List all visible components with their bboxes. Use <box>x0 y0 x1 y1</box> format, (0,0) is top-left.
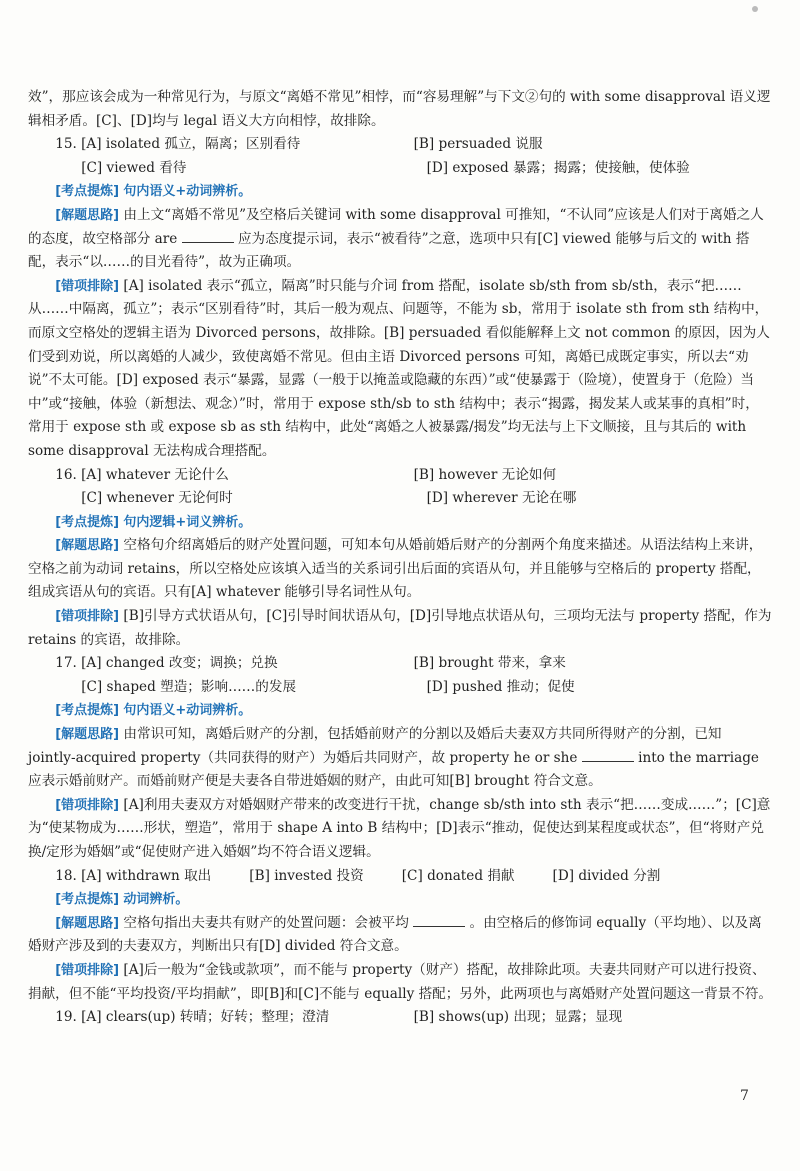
wrong-options-label: [错项排除] <box>55 278 120 294</box>
page-number: 7 <box>740 1088 749 1104</box>
q17-options-row2 <box>28 676 772 700</box>
q17-options-row1 <box>28 652 772 676</box>
key-point-text: 动词辨析。 <box>123 892 189 908</box>
q16-option-a: 16. [A] whatever 无论什么 <box>55 466 229 483</box>
solution-text: 空格句介绍离婚后的财产处置问题，可知本句从婚前婚后财产的分割两个角度来描述。从语法结构上来讲，空格之前为动词 retains，所以空格处应该填入适当的关系词引出后面的宾语从句，并且能够与空格后的 property 搭配，组成宾语从句的宾语。只有[A] whatever 能够引导名词性从句。 <box>28 537 763 601</box>
q17-option-a: 17. [A] changed 改变；调换；兑换 <box>55 655 278 672</box>
wrong-options-text: [A]后一般为“金钱或款项”，而不能与 property（财产）搭配，故排除此项。夫妻共同财产可以进行投资、捐献，但不能“平均投资/平均捐献”，即[B]和[C]不能与 equally 搭配；另外，此两项也与离婚财产处置问题这一背景不符。 <box>28 961 773 1002</box>
answer-blank <box>582 747 634 762</box>
q16-key-point <box>28 511 772 535</box>
solution-text-post: into the marriage 应表示婚前财产。而婚前财产便是夫妻各自带进婚姻的财产，由此可知[B] brought 符合文意。 <box>28 749 759 790</box>
q17-option-d: [D] pushed 推动；促使 <box>426 678 575 695</box>
key-point-text: 句内语义+动词辨析。 <box>123 184 252 200</box>
solution-label: [解题思路] <box>55 538 120 554</box>
solution-label: [解题思路] <box>55 207 120 223</box>
q15-option-a: 15. [A] isolated 孤立，隔离；区别看待 <box>55 136 301 153</box>
q16-solution <box>28 534 772 605</box>
solution-text-post: 应为态度提示词，表示“被看待”之意，选项中只有[C] viewed 能够与后文的 with 搭配，表示“以……的目光看待”，故为正确项。 <box>28 230 750 271</box>
key-point-text: 句内语义+动词辨析。 <box>123 703 252 719</box>
q16-option-c: [C] whenever 无论何时 <box>81 490 233 507</box>
q18-solution <box>28 912 772 959</box>
wrong-options-text: [A]利用夫妻双方对婚姻财产带来的改变进行干扰，change sb/sth into sth 表示“把……变成……”；[C]意为“使某物成为……形状，塑造”，常用于 shape A into B 结构中；[D]表示“推动，促使达到某程度或状态”，但“将财产兑换/定形为婚姻”或“促使财产进入婚姻”均不符合语义逻辑。 <box>28 796 771 860</box>
q18-option-c: [C] donated 捐献 <box>401 867 515 884</box>
solution-text-pre: 空格句指出夫妻共有财产的处置问题：会被平均 <box>123 914 409 931</box>
wrong-options-label: [错项排除] <box>55 797 120 813</box>
intro-paragraph: 效”，那应该会成为一种常见行为，与原文“离婚不常见”相悖，而“容易理解”与下文②句的 with some disapproval 语义逻辑相矛盾。[C]、[D]均与 legal 语义大方向相悖，故排除。 <box>28 89 771 129</box>
q16-wrong-options <box>28 605 772 652</box>
q15-option-d: [D] exposed 暴露；揭露；使接触，使体验 <box>426 159 690 176</box>
q19-option-a: 19. [A] clears(up) 转晴；好转；整理；澄清 <box>55 1009 330 1026</box>
wrong-options-text: [B]引导方式状语从句，[C]引导时间状语从句，[D]引导地点状语从句，三项均无法与 property 搭配，作为 retains 的宾语，故排除。 <box>28 608 772 648</box>
q15-key-point <box>28 180 772 204</box>
solution-text-post: 。由空格后的修饰词 equally（平均地）、以及离婚财产涉及到的夫妻双方，判断出只有[D] divided 符合文意。 <box>28 914 762 955</box>
q18-options-row <box>28 865 772 889</box>
q18-key-point <box>28 888 772 912</box>
q18-option-b: [B] invested 投资 <box>249 867 364 884</box>
q17-option-b: [B] brought 带来，拿来 <box>413 655 566 672</box>
key-point-text: 句内逻辑+词义辨析。 <box>123 514 252 530</box>
key-point-label: [考点提炼] <box>55 892 120 908</box>
q15-option-b: [B] persuaded 说服 <box>413 136 543 153</box>
q17-solution <box>28 723 772 794</box>
q18-wrong-options <box>28 959 772 1006</box>
q19-options-row1 <box>28 1006 772 1030</box>
q15-option-c: [C] viewed 看待 <box>81 159 187 176</box>
q17-wrong-options <box>28 794 772 865</box>
key-point-label: [考点提炼] <box>55 514 120 530</box>
q16-option-b: [B] however 无论如何 <box>413 466 557 483</box>
q16-options-row2 <box>28 487 772 511</box>
page-content <box>28 86 772 1030</box>
solution-text-pre: 由上文“离婚不常见”及空格后关键词 with some disapproval 可推知，“不认同”应该是人们对于离婚之人的态度，故空格部分 are <box>28 206 764 247</box>
wrong-options-label: [错项排除] <box>55 609 120 625</box>
q18-option-a: 18. [A] withdrawn 取出 <box>55 867 212 884</box>
key-point-label: [考点提炼] <box>55 703 120 719</box>
q17-option-c: [C] shaped 塑造；影响……的发展 <box>81 678 297 695</box>
wrong-options-text: [A] isolated 表示“孤立，隔离”时只能与介词 from 搭配，isolate sb/sth from sb/sth，表示“把……从……中隔离，孤立”；表示“区别看待”时，其后一般为观点、问题等，不能为 sb，常用于 isolate sth from sth 结构中，而原文空格处的逻辑主语为 Divorced persons，故排除。[B] persuaded 看似能解释上文 not common 的原因，因为人们受到劝说，所以离婚的人减少，致使离婚不常见。但由主语 Divorced persons 可知，离婚已成既定事实，所以去“劝说”不太可能。[D] exposed 表示“暴露，显露（一般于以掩盖或隐藏的东西）”或“使暴露于（险境），使置身于（危险）当中”或“接触，体验（新想法、观念）”时，常用于 expose sth/sb to sth 结构中；表示“揭露，揭发某人或某事的真相”时，常用于 expose sth 或 expose sb as sth 结构中，此处“离婚之人被暴露/揭发”均无法与上下文顺接，且与其后的 with some disapproval 无法构成合理搭配。 <box>28 277 770 459</box>
q17-key-point <box>28 699 772 723</box>
wrong-options-label: [错项排除] <box>55 962 120 978</box>
solution-text-pre: 由常识可知，离婚后财产的分割，包括婚前财产的分割以及婚后夫妻双方共同所得财产的分割，已知 jointly-acquired property（共同获得的财产）为婚后共同财产，故 property he or she <box>28 726 722 766</box>
solution-label: [解题思路] <box>55 727 120 743</box>
answer-blank <box>413 912 465 927</box>
q18-option-d: [D] divided 分割 <box>552 867 661 884</box>
q16-option-d: [D] wherever 无论在哪 <box>426 490 577 507</box>
key-point-label: [考点提炼] <box>55 184 120 200</box>
q15-wrong-options <box>28 275 772 464</box>
q16-options-row1 <box>28 464 772 488</box>
corner-mark <box>752 6 758 12</box>
solution-label: [解题思路] <box>55 915 120 931</box>
q19-option-b: [B] shows(up) 出现；显露；显现 <box>413 1009 623 1026</box>
q15-options-row1 <box>28 133 772 157</box>
answer-blank <box>182 228 234 243</box>
q15-options-row2 <box>28 157 772 181</box>
q15-solution <box>28 204 772 275</box>
